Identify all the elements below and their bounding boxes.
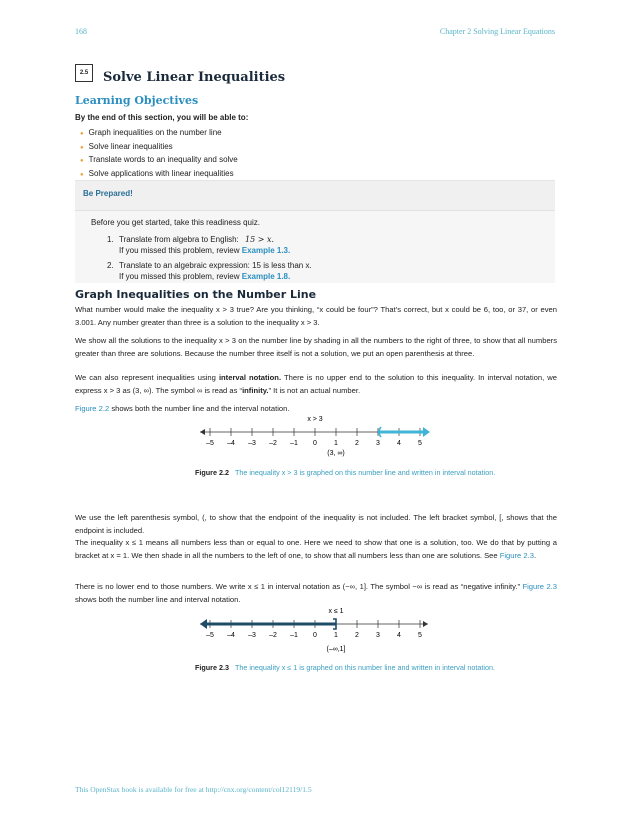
bullet-icon: ● [80,131,84,137]
shade-arrow-icon [200,619,207,629]
example-1-8-link[interactable]: Example 1.8. [241,272,291,281]
figure-label: x ≤ 1 [328,608,344,615]
list-item: ● Solve applications with linear inequalities [80,168,234,178]
example-1-3-link[interactable]: Example 1.3. [241,246,291,255]
section-number-box: 2.5 [75,64,93,82]
list-item: ● Translate words to an inequality and solve [80,155,238,164]
paragraph-6: The inequality x ≤ 1 means all numbers less than or equal to one. Here we need to show that one is a solution, too. We do that by putting a bracket at x = 1. We then shade in all the numbers to the left of one, to show that all numbers less than one are solutions. See Figure 2.3. [75,538,557,560]
figure-2-3-link[interactable]: Figure 2.3 [499,550,534,560]
list-item: ● Solve linear inequalities [80,141,173,151]
be-prepared-box: Be Prepared! Before you get started, take this readiness quiz. 1. Translate from algebra to English: 15 > x. If you missed this problem, review Example 1.3. 2. Translate to an algebraic expression: 15 is less than x. If you missed this problem, review Example 1.8. [75,180,555,283]
tick-label: –2 [269,632,277,639]
tick-label: –3 [248,632,256,639]
chapter-title: Chapter 2 Solving Linear Equations [439,27,555,36]
tick-label: 0 [313,632,317,639]
tick-label: –4 [227,440,235,447]
figure-2-2-link[interactable]: Figure 2.2 [75,404,110,413]
tick-label: 1 [334,632,338,639]
tick-label: 3 [376,632,380,639]
learning-objectives-intro: By the end of this section, you will be able to: [75,113,249,122]
tick-label: 2 [355,440,359,447]
learning-objectives-title: Learning Objectives [75,94,199,107]
list-item: ● Graph inequalities on the number line [80,128,222,137]
tick-label: 0 [313,440,317,447]
interval-label: (3, ∞) [327,450,345,457]
tick-label: 3 [376,440,380,447]
figure-2-3-caption: Figure 2.3 The inequality x ≤ 1 is graphed on this number line and written in interval notation. [195,663,496,672]
tick-label: –5 [206,632,214,639]
tick-label: –3 [248,440,256,447]
interval-label: (–∞,1] [326,646,346,653]
tick-label: 2 [355,632,359,639]
tick-label: 1 [334,440,338,447]
paragraph-1: What number would make the inequality x > 3 true? Are you thinking, “x could be four”? That’s correct, but x could be 6, too, or 37, or even 3.001. Any number greater than three is a solution to the inequality x > 3. [75,305,557,327]
be-prepared-intro: Before you get started, take this readiness quiz. [91,218,260,227]
footer: This OpenStax book is available for free at http://cnx.org/content/col12119/1.5 [75,785,312,794]
be-prepared-header [75,181,555,211]
figure-label: x > 3 [307,416,323,423]
tick-label: 4 [397,440,401,447]
tick-label: –1 [290,632,298,639]
arrow-right-icon [423,621,428,627]
paragraph-7: There is no lower end to those numbers. We write x ≤ 1 in interval notation as (−∞, 1]. The symbol −∞ is read as “negative infinity.” Figure 2.3 shows both the number line and interval notation. [75,582,557,604]
arrow-left-icon [200,429,205,435]
tick-label: 5 [418,440,422,447]
figure-2-2-number-line [200,412,435,462]
figure-2-3-number-line [200,604,435,654]
learning-objectives-list [80,127,238,181]
paragraph-3: We can also represent inequalities using interval notation. There is no upper end to the solution to this inequality. In interval notation, we express x > 3 as (3, ∞). The symbol ∞ is read as “infinity.” It is not an actual number. [75,373,557,395]
tick-label: –5 [206,440,214,447]
tick-label: 4 [397,632,401,639]
figure-2-2-caption: Figure 2.2 The inequality x > 3 is graphed on this number line and written in interval notation. [195,468,496,477]
page-number: 168 [75,27,87,36]
tick-label: –2 [269,440,277,447]
shade-arrow-icon [423,427,430,437]
bullet-icon: ● [80,144,84,151]
bullet-icon: ● [80,171,84,178]
section-title: Solve Linear Inequalities [103,70,286,85]
figure-2-3-link-2[interactable]: Figure 2.3 [522,582,557,591]
bullet-icon: ● [80,158,84,164]
paragraph-4: Figure 2.2 shows both the number line and the interval notation. [75,404,290,413]
be-prepared-title: Be Prepared! [83,189,133,198]
section-heading: Graph Inequalities on the Number Line [75,288,317,301]
tick-label: 5 [418,632,422,639]
tick-label: –4 [227,632,235,639]
paragraph-5: We use the left parenthesis symbol, (, to show that the endpoint of the inequality is not included. The left bracket symbol, [, shows that the endpoint is included. [75,513,557,535]
paragraph-2: We show all the solutions to the inequality x > 3 on the number line by shading in all the numbers to the right of three, to show that all numbers greater than three are solutions. Because the number three itself is not a solution, we put an open parenthesis at three. [75,336,557,358]
tick-label: –1 [290,440,298,447]
